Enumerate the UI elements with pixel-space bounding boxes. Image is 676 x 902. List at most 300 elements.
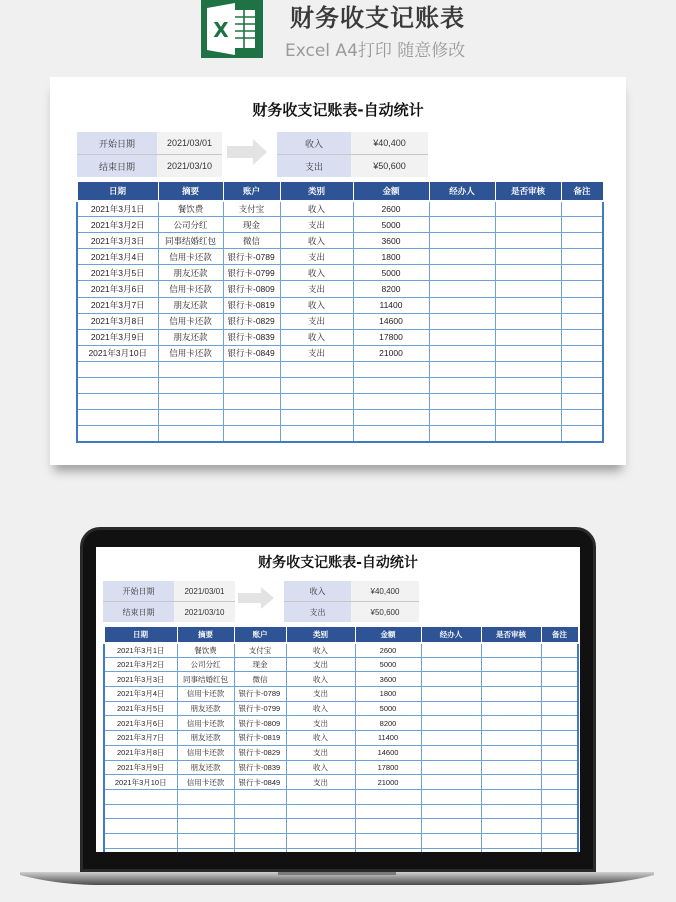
cell-note[interactable] (541, 672, 578, 687)
cell-amount[interactable]: 2600 (353, 201, 429, 217)
cell-summary[interactable]: 朋友还款 (177, 731, 234, 746)
cell-summary[interactable]: 信用卡还款 (177, 775, 234, 790)
cell-date[interactable] (104, 819, 177, 834)
cell-audited[interactable] (481, 789, 541, 804)
table-row (104, 643, 578, 658)
cell-date[interactable]: 2021年3月4日 (104, 687, 177, 702)
cell-note[interactable] (561, 410, 603, 426)
cell-handler[interactable] (421, 643, 481, 658)
column-header-amount[interactable]: 金额 (355, 627, 421, 643)
cell-date[interactable]: 2021年3月1日 (104, 643, 177, 658)
cell-category[interactable]: 收入 (286, 672, 355, 687)
divider (77, 154, 222, 155)
column-header-account[interactable]: 账户 (223, 182, 280, 201)
cell-note[interactable] (561, 329, 603, 345)
cell-category[interactable]: 收入 (280, 329, 353, 345)
cell-audited[interactable] (481, 701, 541, 716)
cell-amount[interactable] (353, 378, 429, 394)
cell-handler[interactable] (421, 731, 481, 746)
cell-amount[interactable]: 11400 (353, 297, 429, 313)
cell-audited[interactable] (481, 657, 541, 672)
cell-account[interactable]: 微信 (223, 233, 280, 249)
cell-summary[interactable] (158, 394, 223, 410)
cell-date[interactable]: 2021年3月10日 (77, 345, 158, 361)
cell-note[interactable] (541, 804, 578, 819)
cell-audited[interactable] (481, 848, 541, 852)
cell-audited[interactable] (495, 249, 561, 265)
cell-date[interactable]: 2021年3月5日 (77, 265, 158, 281)
cell-date[interactable] (104, 833, 177, 848)
cell-note[interactable] (561, 249, 603, 265)
cell-amount[interactable] (353, 394, 429, 410)
arrow-right-icon (238, 587, 274, 609)
table-row (104, 657, 578, 672)
cell-audited[interactable] (495, 217, 561, 233)
table-row (77, 394, 603, 410)
cell-audited[interactable] (481, 775, 541, 790)
cell-category[interactable]: 收入 (280, 265, 353, 281)
cell-summary[interactable] (177, 804, 234, 819)
table-row (77, 201, 603, 217)
cell-note[interactable] (541, 716, 578, 731)
cell-amount[interactable]: 3600 (355, 672, 421, 687)
sheet-title: 财务收支记账表-自动统计 (258, 555, 418, 571)
cell-audited[interactable] (495, 313, 561, 329)
end-date-label: 结束日期 (103, 602, 174, 622)
cell-account[interactable]: 微信 (234, 672, 286, 687)
table-row (104, 745, 578, 760)
cell-category[interactable]: 支出 (286, 687, 355, 702)
cell-date[interactable]: 2021年3月6日 (77, 281, 158, 297)
divider (284, 601, 419, 602)
column-header-amount[interactable]: 金额 (353, 182, 429, 201)
cell-category[interactable]: 支出 (286, 745, 355, 760)
cell-handler[interactable] (421, 672, 481, 687)
cell-category[interactable]: 支出 (286, 716, 355, 731)
cell-date[interactable]: 2021年3月6日 (104, 716, 177, 731)
cell-date[interactable]: 2021年3月7日 (77, 297, 158, 313)
cell-note[interactable] (561, 217, 603, 233)
cell-account[interactable] (223, 378, 280, 394)
cell-category[interactable]: 支出 (280, 345, 353, 361)
cell-account[interactable]: 银行卡-0849 (223, 345, 280, 361)
cell-summary[interactable] (158, 378, 223, 394)
cell-amount[interactable]: 1800 (355, 687, 421, 702)
cell-category[interactable] (286, 833, 355, 848)
cell-category[interactable]: 支出 (286, 657, 355, 672)
cell-date[interactable]: 2021年3月9日 (104, 760, 177, 775)
cell-handler[interactable] (421, 848, 481, 852)
cell-handler[interactable] (421, 789, 481, 804)
divider (277, 154, 428, 155)
cell-note[interactable] (541, 789, 578, 804)
cell-note[interactable] (561, 281, 603, 297)
cell-summary[interactable]: 同事结婚红包 (177, 672, 234, 687)
cell-handler[interactable] (421, 819, 481, 834)
start-date-label: 开始日期 (77, 132, 157, 154)
column-header-note[interactable]: 备注 (541, 627, 578, 643)
cell-handler[interactable] (421, 657, 481, 672)
cell-category[interactable]: 支出 (280, 249, 353, 265)
cell-amount[interactable]: 1800 (353, 249, 429, 265)
cell-account[interactable]: 银行卡-0829 (234, 745, 286, 760)
cell-date[interactable]: 2021年3月7日 (104, 731, 177, 746)
cell-account[interactable]: 银行卡-0839 (234, 760, 286, 775)
column-header-handler[interactable]: 经办人 (421, 627, 481, 643)
cell-handler[interactable] (421, 687, 481, 702)
table-row (77, 297, 603, 313)
table-row (104, 672, 578, 687)
cell-date[interactable] (77, 361, 158, 377)
cell-summary[interactable]: 朋友还款 (177, 760, 234, 775)
cell-audited[interactable] (495, 410, 561, 426)
column-header-audited[interactable]: 是否审核 (495, 182, 561, 201)
cell-date[interactable]: 2021年3月2日 (104, 657, 177, 672)
cell-category[interactable]: 支出 (280, 281, 353, 297)
cell-handler[interactable] (429, 394, 495, 410)
cell-audited[interactable] (481, 687, 541, 702)
cell-category[interactable]: 收入 (286, 760, 355, 775)
cell-account[interactable]: 银行卡-0809 (223, 281, 280, 297)
table-row (104, 804, 578, 819)
cell-audited[interactable] (495, 265, 561, 281)
cell-date[interactable]: 2021年3月5日 (104, 701, 177, 716)
cell-account[interactable]: 支付宝 (223, 201, 280, 217)
cell-account[interactable]: 银行卡-0799 (223, 265, 280, 281)
cell-date[interactable]: 2021年3月3日 (104, 672, 177, 687)
cell-category[interactable] (280, 426, 353, 442)
cell-account[interactable] (234, 789, 286, 804)
cell-date[interactable] (104, 804, 177, 819)
start-date-label: 开始日期 (103, 581, 174, 601)
cell-category[interactable]: 收入 (286, 643, 355, 658)
cell-amount[interactable]: 21000 (355, 775, 421, 790)
cell-category[interactable]: 收入 (280, 201, 353, 217)
column-header-note[interactable]: 备注 (561, 182, 603, 201)
cell-account[interactable] (223, 394, 280, 410)
svg-text:X: X (213, 18, 229, 42)
cell-handler[interactable] (429, 217, 495, 233)
cell-audited[interactable] (495, 233, 561, 249)
cell-handler[interactable] (429, 265, 495, 281)
column-header-handler[interactable]: 经办人 (429, 182, 495, 201)
cell-date[interactable]: 2021年3月1日 (77, 201, 158, 217)
cell-summary[interactable]: 朋友还款 (158, 297, 223, 313)
cell-category[interactable] (280, 361, 353, 377)
cell-summary[interactable]: 信用卡还款 (177, 687, 234, 702)
table-header-row (77, 182, 603, 201)
cell-account[interactable] (234, 833, 286, 848)
column-header-summary[interactable]: 摘要 (158, 182, 223, 201)
column-header-category[interactable]: 类别 (286, 627, 355, 643)
cell-date[interactable] (77, 426, 158, 442)
cell-note[interactable] (541, 731, 578, 746)
column-header-audited[interactable]: 是否审核 (481, 627, 541, 643)
cell-category[interactable] (280, 378, 353, 394)
cell-handler[interactable] (421, 701, 481, 716)
cell-account[interactable]: 银行卡-0819 (234, 731, 286, 746)
cell-audited[interactable] (481, 833, 541, 848)
cell-account[interactable] (223, 410, 280, 426)
cell-summary[interactable]: 公司分红 (177, 657, 234, 672)
cell-amount[interactable]: 17800 (355, 760, 421, 775)
table-row (104, 731, 578, 746)
cell-amount[interactable]: 3600 (353, 233, 429, 249)
cell-category[interactable] (280, 410, 353, 426)
cell-account[interactable]: 银行卡-0789 (234, 687, 286, 702)
cell-category[interactable]: 收入 (286, 701, 355, 716)
cell-date[interactable]: 2021年3月3日 (77, 233, 158, 249)
cell-summary[interactable]: 信用卡还款 (158, 281, 223, 297)
cell-summary[interactable] (177, 833, 234, 848)
cell-account[interactable] (223, 361, 280, 377)
start-date-value[interactable]: 2021/03/01 (157, 132, 222, 154)
cell-note[interactable] (541, 643, 578, 658)
cell-note[interactable] (561, 297, 603, 313)
cell-account[interactable]: 银行卡-0809 (234, 716, 286, 731)
cell-date[interactable]: 2021年3月8日 (104, 745, 177, 760)
cell-account[interactable] (234, 804, 286, 819)
cell-summary[interactable]: 朋友还款 (158, 265, 223, 281)
cell-account[interactable]: 银行卡-0839 (223, 329, 280, 345)
cell-date[interactable]: 2021年3月2日 (77, 217, 158, 233)
cell-category[interactable]: 收入 (286, 731, 355, 746)
cell-category[interactable]: 收入 (280, 297, 353, 313)
cell-date[interactable] (104, 848, 177, 852)
cell-account[interactable]: 银行卡-0789 (223, 249, 280, 265)
cell-summary[interactable]: 信用卡还款 (158, 313, 223, 329)
column-header-summary[interactable]: 摘要 (177, 627, 234, 643)
cell-note[interactable] (561, 426, 603, 442)
cell-amount[interactable]: 14600 (353, 313, 429, 329)
cell-audited[interactable] (495, 361, 561, 377)
cell-note[interactable] (541, 775, 578, 790)
cell-account[interactable]: 银行卡-0799 (234, 701, 286, 716)
cell-category[interactable]: 收入 (280, 233, 353, 249)
cell-audited[interactable] (495, 426, 561, 442)
cell-note[interactable] (561, 361, 603, 377)
cell-amount[interactable] (355, 789, 421, 804)
end-date-value[interactable]: 2021/03/10 (157, 155, 222, 177)
cell-note[interactable] (561, 313, 603, 329)
cell-amount[interactable] (355, 804, 421, 819)
cell-note[interactable] (541, 687, 578, 702)
cell-date[interactable] (104, 789, 177, 804)
cell-category[interactable]: 支出 (286, 775, 355, 790)
divider (103, 601, 235, 602)
ledger-table (103, 626, 579, 852)
cell-handler[interactable] (421, 775, 481, 790)
cell-amount[interactable]: 11400 (355, 731, 421, 746)
cell-amount[interactable]: 8200 (355, 716, 421, 731)
cell-note[interactable] (561, 233, 603, 249)
table-row (104, 760, 578, 775)
cell-summary[interactable]: 公司分红 (158, 217, 223, 233)
cell-amount[interactable] (355, 833, 421, 848)
cell-handler[interactable] (429, 426, 495, 442)
cell-amount[interactable]: 8200 (353, 281, 429, 297)
cell-category[interactable]: 支出 (280, 313, 353, 329)
cell-handler[interactable] (429, 297, 495, 313)
cell-handler[interactable] (429, 378, 495, 394)
column-header-date[interactable]: 日期 (104, 627, 177, 643)
cell-audited[interactable] (495, 297, 561, 313)
cell-amount[interactable]: 5000 (355, 701, 421, 716)
cell-handler[interactable] (429, 233, 495, 249)
cell-handler[interactable] (421, 745, 481, 760)
cell-audited[interactable] (481, 716, 541, 731)
column-header-date[interactable]: 日期 (77, 182, 158, 201)
cell-account[interactable]: 现金 (234, 657, 286, 672)
table-row (77, 426, 603, 442)
cell-note[interactable] (541, 819, 578, 834)
cell-amount[interactable]: 2600 (355, 643, 421, 658)
cell-amount[interactable]: 5000 (353, 217, 429, 233)
cell-summary[interactable]: 朋友还款 (177, 701, 234, 716)
table-row (77, 217, 603, 233)
cell-account[interactable] (223, 426, 280, 442)
income-total: ¥40,400 (351, 132, 428, 154)
cell-summary[interactable]: 信用卡还款 (158, 345, 223, 361)
table-row (77, 329, 603, 345)
column-header-category[interactable]: 类别 (280, 182, 353, 201)
cell-handler[interactable] (429, 329, 495, 345)
cell-audited[interactable] (495, 329, 561, 345)
cell-note[interactable] (561, 378, 603, 394)
cell-audited[interactable] (481, 745, 541, 760)
table-row (104, 833, 578, 848)
cell-summary[interactable]: 信用卡还款 (177, 745, 234, 760)
cell-handler[interactable] (429, 361, 495, 377)
cell-category[interactable] (280, 394, 353, 410)
cell-account[interactable]: 银行卡-0849 (234, 775, 286, 790)
cell-audited[interactable] (481, 819, 541, 834)
cell-audited[interactable] (481, 804, 541, 819)
cell-category[interactable]: 支出 (280, 217, 353, 233)
cell-note[interactable] (561, 201, 603, 217)
cell-amount[interactable] (353, 426, 429, 442)
banner-subtitle: Excel A4打印 随意修改 (285, 41, 466, 61)
cell-audited[interactable] (481, 731, 541, 746)
cell-handler[interactable] (429, 313, 495, 329)
cell-audited[interactable] (481, 672, 541, 687)
cell-category[interactable] (286, 848, 355, 852)
cell-note[interactable] (541, 701, 578, 716)
cell-amount[interactable] (355, 819, 421, 834)
cell-date[interactable]: 2021年3月9日 (77, 329, 158, 345)
cell-summary[interactable]: 信用卡还款 (177, 716, 234, 731)
table-row (104, 716, 578, 731)
cell-note[interactable] (541, 745, 578, 760)
cell-audited[interactable] (495, 281, 561, 297)
cell-note[interactable] (561, 394, 603, 410)
cell-note[interactable] (561, 345, 603, 361)
cell-summary[interactable]: 朋友还款 (158, 329, 223, 345)
cell-category[interactable] (286, 804, 355, 819)
cell-audited[interactable] (481, 643, 541, 658)
cell-handler[interactable] (421, 760, 481, 775)
table-row (77, 281, 603, 297)
cell-amount[interactable] (353, 361, 429, 377)
cell-account[interactable]: 现金 (223, 217, 280, 233)
column-header-account[interactable]: 账户 (234, 627, 286, 643)
cell-date[interactable] (77, 378, 158, 394)
cell-date[interactable]: 2021年3月10日 (104, 775, 177, 790)
cell-account[interactable] (234, 848, 286, 852)
cell-amount[interactable]: 14600 (355, 745, 421, 760)
cell-date[interactable]: 2021年3月4日 (77, 249, 158, 265)
cell-handler[interactable] (421, 833, 481, 848)
cell-summary[interactable]: 信用卡还款 (158, 249, 223, 265)
cell-category[interactable] (286, 819, 355, 834)
cell-category[interactable] (286, 789, 355, 804)
end-date-value[interactable]: 2021/03/10 (174, 602, 235, 622)
table-row (77, 345, 603, 361)
cell-account[interactable]: 银行卡-0829 (223, 313, 280, 329)
cell-handler[interactable] (429, 201, 495, 217)
cell-account[interactable]: 银行卡-0819 (223, 297, 280, 313)
cell-date[interactable] (77, 410, 158, 426)
income-label: 收入 (277, 132, 351, 154)
cell-note[interactable] (541, 833, 578, 848)
start-date-value[interactable]: 2021/03/01 (174, 581, 235, 601)
cell-account[interactable] (234, 819, 286, 834)
cell-handler[interactable] (421, 716, 481, 731)
cell-amount[interactable]: 17800 (353, 329, 429, 345)
cell-audited[interactable] (495, 201, 561, 217)
table-header-row (104, 627, 578, 643)
cell-amount[interactable] (353, 410, 429, 426)
cell-amount[interactable]: 21000 (353, 345, 429, 361)
cell-handler[interactable] (429, 345, 495, 361)
cell-audited[interactable] (495, 394, 561, 410)
cell-summary[interactable]: 餐饮费 (177, 643, 234, 658)
table-row (77, 233, 603, 249)
cell-audited[interactable] (495, 378, 561, 394)
cell-audited[interactable] (481, 760, 541, 775)
cell-handler[interactable] (421, 804, 481, 819)
cell-amount[interactable] (355, 848, 421, 852)
cell-summary[interactable] (177, 848, 234, 852)
cell-note[interactable] (541, 760, 578, 775)
cell-handler[interactable] (429, 281, 495, 297)
cell-summary[interactable] (177, 789, 234, 804)
cell-note[interactable] (541, 848, 578, 852)
table-row (104, 848, 578, 852)
cell-summary[interactable] (158, 361, 223, 377)
cell-audited[interactable] (495, 345, 561, 361)
cell-amount[interactable]: 5000 (355, 657, 421, 672)
cell-amount[interactable]: 5000 (353, 265, 429, 281)
cell-note[interactable] (541, 657, 578, 672)
cell-handler[interactable] (429, 410, 495, 426)
expense-label: 支出 (284, 602, 351, 622)
excel-logo-icon (201, 0, 263, 58)
cell-account[interactable]: 支付宝 (234, 643, 286, 658)
cell-handler[interactable] (429, 249, 495, 265)
cell-summary[interactable] (158, 426, 223, 442)
cell-date[interactable] (77, 394, 158, 410)
cell-note[interactable] (561, 265, 603, 281)
table-row (104, 819, 578, 834)
cell-summary[interactable]: 餐饮费 (158, 201, 223, 217)
table-row (104, 775, 578, 790)
cell-summary[interactable] (177, 819, 234, 834)
cell-summary[interactable] (158, 410, 223, 426)
cell-date[interactable]: 2021年3月8日 (77, 313, 158, 329)
laptop-base (20, 870, 654, 886)
cell-summary[interactable]: 同事结婚红包 (158, 233, 223, 249)
